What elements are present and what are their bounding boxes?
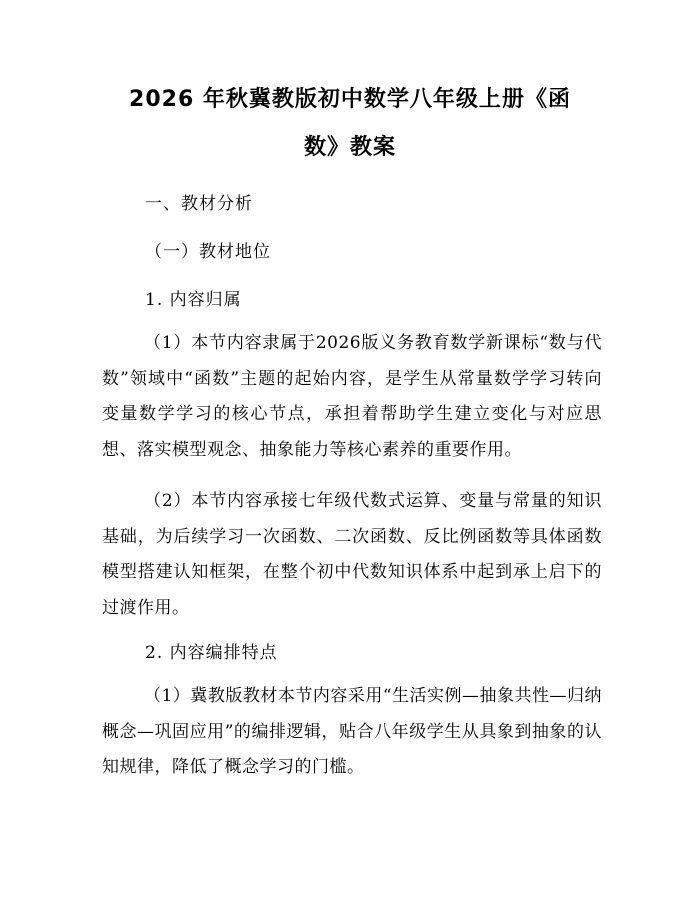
item-heading-arrangement-features: 2. 内容编排特点 xyxy=(145,643,278,663)
subsection-heading-textbook-position: （一）教材地位 xyxy=(145,242,271,262)
section-heading-textbook-analysis: 一、教材分析 xyxy=(145,194,253,214)
paragraph-arrangement-features-1: （1）冀教版教材本节内容采用“生活实例—抽象共性—归纳概念—巩固应用”的编排逻辑，贴合八年级学生从具象到抽象的认知规律，降低了概念学习的门槛。 xyxy=(102,686,603,777)
item-heading-content-belonging: 1. 内容归属 xyxy=(145,290,242,310)
document-title-line-1: 2026 年秋冀教版初中数学八年级上册《函 xyxy=(129,87,571,112)
paragraph-content-belonging-2: （2）本节内容承接七年级代数式运算、变量与常量的知识基础，为后续学习一次函数、二次函数、反比例函数等具体函数模型搭建认知框架，在整个初中代数知识体系中起到承上启下的过渡作用。 xyxy=(102,491,602,618)
paragraph-content-belonging-1: （1）本节内容隶属于2026版义务教育数学新课标“数与代数”领域中“函数”主题的起始内容，是学生从常量数学学习转向变量数学学习的核心节点，承担着帮助学生建立变化与对应思想、落实模型观念、抽象能力等核心素养的重要作用。 xyxy=(102,333,602,460)
document-title-line-2: 数》教案 xyxy=(303,135,396,160)
